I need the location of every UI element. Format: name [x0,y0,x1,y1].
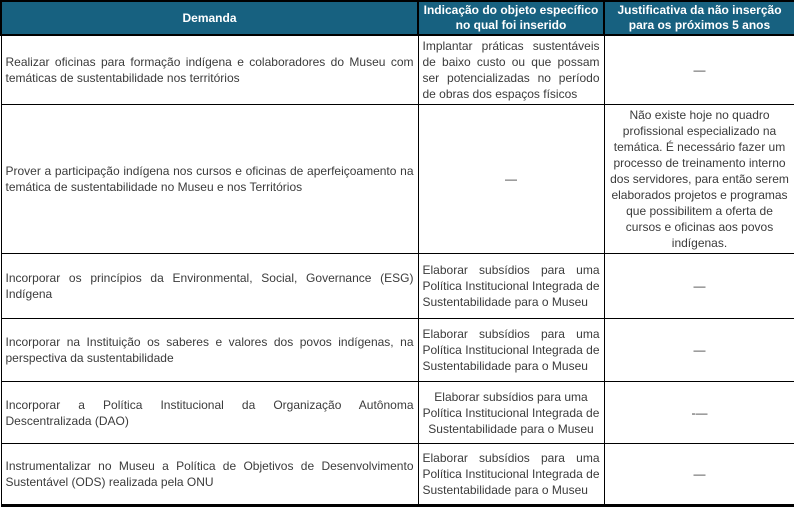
cell-justificativa: — [604,254,794,319]
table-row [1,319,794,382]
cell-justificativa: — [604,319,794,382]
cell-indicacao: — [418,105,604,254]
cell-justificativa: -— [604,382,794,444]
cell-demanda: Incorporar os princípios da Environmental, Social, Governance (ESG) Indígena [1,254,418,319]
header-row [1,1,794,35]
table-row [1,35,794,105]
col-header-indicacao: Indicação do objeto específico no qual foi inserido [418,1,604,35]
cell-indicacao: Elaborar subsídios para uma Política Institucional Integrada de Sustentabilidade para o Museu [418,319,604,382]
col-header-demanda: Demanda [1,1,418,35]
table-row [1,382,794,444]
cell-justificativa: — [604,444,794,506]
cell-demanda: Incorporar a Política Institucional da Organização Autônoma Descentralizada (DAO) [1,382,418,444]
table-row [1,444,794,506]
cell-demanda: Realizar oficinas para formação indígena e colaboradores do Museu com temáticas de sustentabilidade nos territórios [1,35,418,105]
cell-demanda: Instrumentalizar no Museu a Política de Objetivos de Desenvolvimento Sustentável (ODS) realizada pela ONU [1,444,418,506]
cell-indicacao: Implantar práticas sustentáveis de baixo custo ou que possam ser potencializadas no período de obras dos espaços físicos [418,35,604,105]
cell-indicacao: Elaborar subsídios para uma Política Institucional Integrada de Sustentabilidade para o Museu [418,382,604,444]
cell-demanda: Incorporar na Instituição os saberes e valores dos povos indígenas, na perspectiva da sustentabilidade [1,319,418,382]
col-header-justificativa: Justificativa da não inserção para os próximos 5 anos [604,1,794,35]
cell-indicacao: Elaborar subsídios para uma Política Institucional Integrada de Sustentabilidade para o Museu [418,254,604,319]
cell-justificativa: Não existe hoje no quadro profissional especializado na temática. É necessário fazer um processo de treinamento interno dos servidores, para então serem elaborados projetos e programas que possibilitem a oferta de cursos e oficinas aos povos indígenas. [604,105,794,254]
cell-indicacao: Elaborar subsídios para uma Política Institucional Integrada de Sustentabilidade para o Museu [418,444,604,506]
table-row [1,105,794,254]
table-row [1,254,794,319]
cell-demanda: Prover a participação indígena nos cursos e oficinas de aperfeiçoamento na temática de sustentabilidade no Museu e nos Territórios [1,105,418,254]
cell-justificativa: — [604,35,794,105]
